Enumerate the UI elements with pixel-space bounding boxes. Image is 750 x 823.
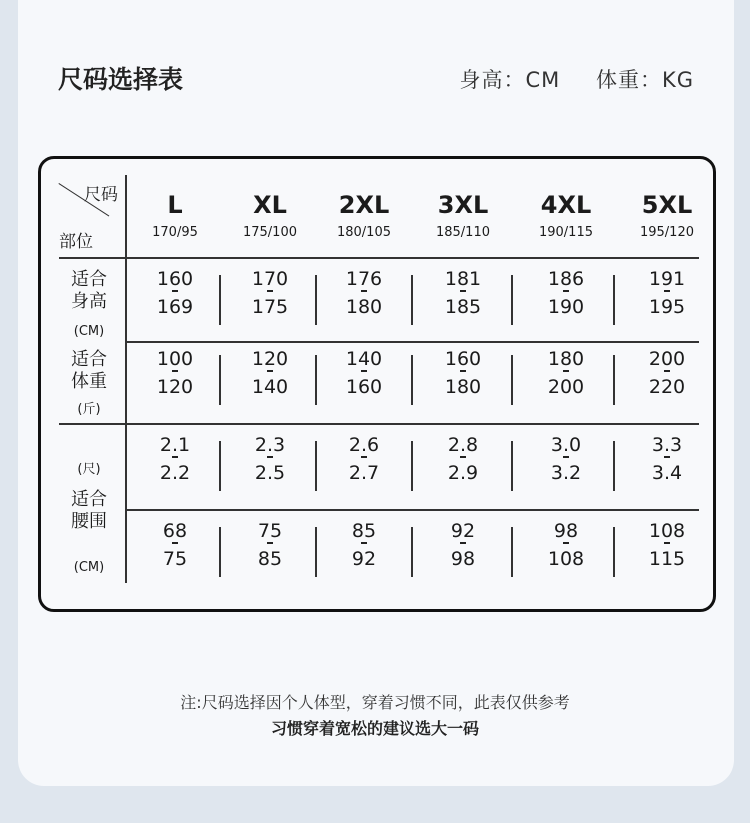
value-range-cell xyxy=(408,345,518,401)
range-max: 108 xyxy=(547,548,585,570)
size-header-2xl: 2XL xyxy=(338,191,390,219)
value-range-cell xyxy=(408,431,518,487)
range-min: 191 xyxy=(648,268,686,290)
column-separator xyxy=(411,441,413,491)
range-min: 140 xyxy=(345,348,383,370)
size-header-l: L xyxy=(167,191,183,219)
range-min: 3.3 xyxy=(651,434,683,456)
value-range-cell xyxy=(612,517,722,573)
range-max: 2.2 xyxy=(159,462,191,484)
note-line-2: 习惯穿着宽松的建议选大一码 xyxy=(270,719,479,738)
column-separator xyxy=(613,441,615,491)
range-max: 160 xyxy=(345,376,383,398)
column-separator xyxy=(315,275,317,325)
range-min: 181 xyxy=(444,268,482,290)
size-header-4xl: 4XL xyxy=(540,191,592,219)
value-range-cell xyxy=(612,265,722,321)
column-separator xyxy=(315,355,317,405)
range-max: 115 xyxy=(648,548,686,570)
range-min: 100 xyxy=(156,348,194,370)
column-separator xyxy=(411,355,413,405)
column-separator xyxy=(613,275,615,325)
column-separator xyxy=(219,527,221,577)
column-separator xyxy=(315,441,317,491)
range-max: 169 xyxy=(156,296,194,318)
row-unit: (尺) xyxy=(77,462,101,477)
range-min: 180 xyxy=(547,348,585,370)
value-range-cell xyxy=(309,265,419,321)
column-separator xyxy=(219,275,221,325)
row-label: 适合 身高 xyxy=(71,269,107,312)
value-range-cell xyxy=(511,517,621,573)
column-separator xyxy=(411,275,413,325)
value-range-cell xyxy=(511,265,621,321)
size-header-5xl: 5XL xyxy=(641,191,693,219)
range-max: 200 xyxy=(547,376,585,398)
column-separator xyxy=(511,275,513,325)
range-max: 2.5 xyxy=(254,462,286,484)
range-min: 120 xyxy=(251,348,289,370)
row-divider xyxy=(125,341,699,343)
range-min: 68 xyxy=(162,520,188,542)
value-range-cell xyxy=(120,265,230,321)
corner-size-label: 尺码 xyxy=(84,185,118,205)
range-min: 2.8 xyxy=(447,434,479,456)
range-min: 92 xyxy=(450,520,476,542)
value-range-cell xyxy=(309,345,419,401)
height-unit: 身高：CM xyxy=(459,68,561,92)
range-max: 180 xyxy=(444,376,482,398)
range-min: 3.0 xyxy=(550,434,582,456)
column-separator xyxy=(315,527,317,577)
range-max: 92 xyxy=(351,548,377,570)
range-min: 2.3 xyxy=(254,434,286,456)
range-max: 120 xyxy=(156,376,194,398)
range-min: 186 xyxy=(547,268,585,290)
value-range-cell xyxy=(612,345,722,401)
row-divider xyxy=(125,509,699,511)
range-min: 160 xyxy=(444,348,482,370)
column-separator xyxy=(511,441,513,491)
units-legend xyxy=(431,64,694,94)
header-divider xyxy=(59,257,699,259)
value-range-cell xyxy=(309,431,419,487)
page-title: 尺码选择表 xyxy=(58,65,184,94)
range-min: 176 xyxy=(345,268,383,290)
range-min: 200 xyxy=(648,348,686,370)
column-separator xyxy=(219,355,221,405)
value-range-cell xyxy=(408,265,518,321)
value-range-cell xyxy=(612,431,722,487)
range-min: 170 xyxy=(251,268,289,290)
range-max: 2.7 xyxy=(348,462,380,484)
column-separator xyxy=(511,355,513,405)
range-max: 98 xyxy=(450,548,476,570)
corner-part-label: 部位 xyxy=(59,232,93,252)
value-range-cell xyxy=(120,431,230,487)
range-max: 195 xyxy=(648,296,686,318)
size-spec: 175/100 xyxy=(242,225,297,240)
range-max: 85 xyxy=(257,548,283,570)
weight-unit: 体重：KG xyxy=(595,68,694,92)
range-min: 98 xyxy=(553,520,579,542)
range-min: 108 xyxy=(648,520,686,542)
range-max: 3.2 xyxy=(550,462,582,484)
row-divider xyxy=(59,423,699,425)
size-header-xl: XL xyxy=(253,191,287,219)
column-separator xyxy=(511,527,513,577)
column-separator xyxy=(613,527,615,577)
note-line-1: 注:尺码选择因个人体型，穿着习惯不同，此表仅供参考 xyxy=(180,693,570,712)
value-range-cell xyxy=(309,517,419,573)
row-unit: (斤) xyxy=(77,402,101,417)
size-spec: 170/95 xyxy=(152,225,198,240)
range-max: 190 xyxy=(547,296,585,318)
value-range-cell xyxy=(511,345,621,401)
range-max: 175 xyxy=(251,296,289,318)
row-label: 适合 体重 xyxy=(71,349,107,392)
range-min: 2.6 xyxy=(348,434,380,456)
column-separator xyxy=(613,355,615,405)
value-range-cell xyxy=(408,517,518,573)
range-min: 2.1 xyxy=(159,434,191,456)
range-max: 3.4 xyxy=(651,462,683,484)
value-range-cell xyxy=(120,345,230,401)
range-max: 75 xyxy=(162,548,188,570)
value-range-cell xyxy=(120,517,230,573)
range-max: 180 xyxy=(345,296,383,318)
column-separator xyxy=(411,527,413,577)
size-spec: 185/110 xyxy=(435,225,490,240)
range-min: 160 xyxy=(156,268,194,290)
size-header-3xl: 3XL xyxy=(437,191,489,219)
size-spec: 190/115 xyxy=(538,225,593,240)
size-spec: 180/105 xyxy=(336,225,391,240)
range-max: 220 xyxy=(648,376,686,398)
row-unit: (CM) xyxy=(73,324,105,339)
range-max: 140 xyxy=(251,376,289,398)
range-min: 85 xyxy=(351,520,377,542)
range-max: 185 xyxy=(444,296,482,318)
range-min: 75 xyxy=(257,520,283,542)
range-max: 2.9 xyxy=(447,462,479,484)
row-label: 适合 腰围 xyxy=(71,489,107,532)
size-spec: 195/120 xyxy=(639,225,694,240)
size-table xyxy=(38,156,716,612)
value-range-cell xyxy=(511,431,621,487)
column-separator xyxy=(219,441,221,491)
row-unit: (CM) xyxy=(73,560,105,575)
